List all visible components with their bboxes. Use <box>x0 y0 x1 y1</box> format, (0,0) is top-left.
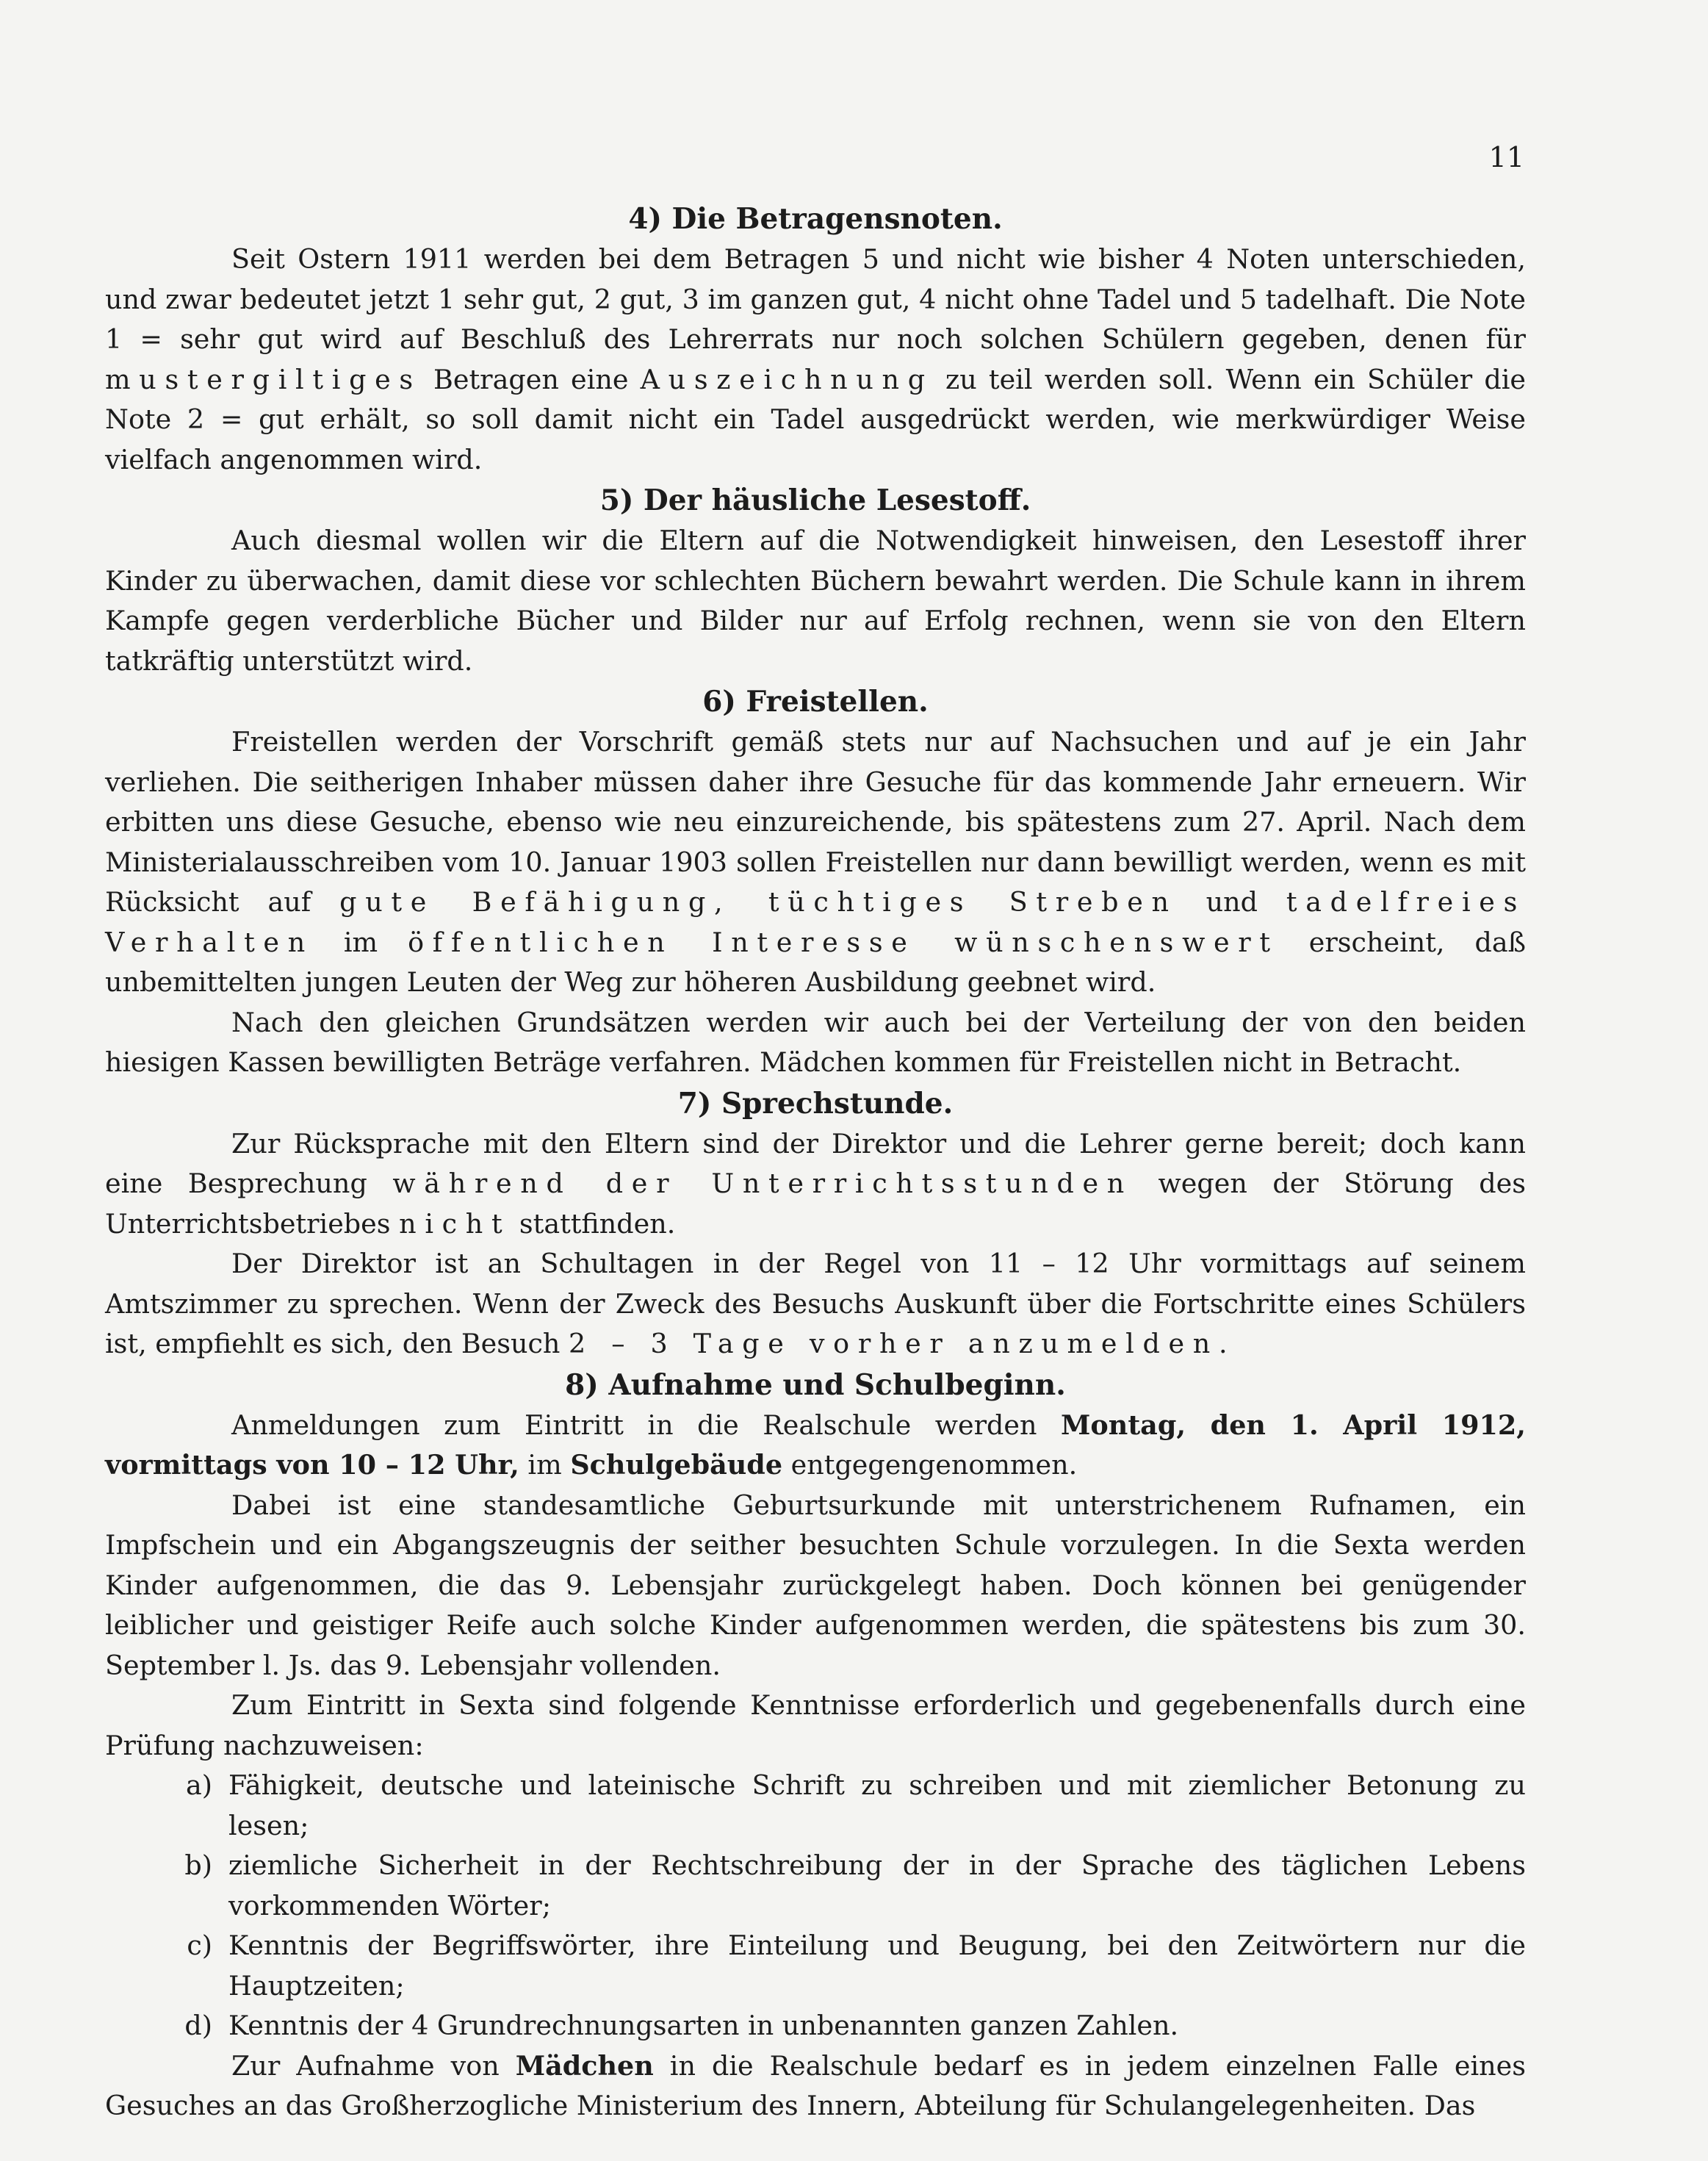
page-number: 11 <box>1488 141 1524 173</box>
text-run: Dabei ist eine standesamtliche Geburtsurkunde mit unterstrichenem Rufnamen, ein Impfschein und ein Abgangszeugnis der seither besuchten Schule vorzulegen. In die Sexta werden Kinder aufgenommen, die das 9. Lebensjahr zurückgelegt haben. Doch können bei genügender leiblicher und geistiger Reife auch solche Kinder aufgenommen werden, die spätestens bis zum 30. September l. Js. das 9. Lebensjahr vollenden. <box>105 1489 1526 1681</box>
text-run: Auch diesmal wollen wir die Eltern auf die Notwendigkeit hinweisen, den Lesestoff ihrer Kinder zu überwachen, damit diese vor schlechten Büchern bewahrt werden. Die Schule kann in ihrem Kampfe gegen verderbliche Bücher und Bilder nur auf Erfolg rechnen, wenn sie von den Eltern tatkräftig unterstützt wird. <box>105 525 1526 677</box>
paragraph <box>105 1686 1526 1766</box>
list-label: c) <box>187 1930 212 1961</box>
list-text: Fähigkeit, deutsche und lateinische Schrift zu schreiben und mit ziemlicher Betonung zu lesen; <box>228 1769 1526 1841</box>
text-run: . <box>1219 1328 1228 1359</box>
text-run: im <box>313 926 408 958</box>
list-text: Kenntnis der 4 Grundrechnungsarten in unbenannten ganzen Zahlen. <box>228 2010 1179 2041</box>
list-item <box>105 1926 1526 2006</box>
list-label: b) <box>184 1849 212 1881</box>
text-run: in die Realschule bedarf es in jedem einzelnen Falle eines Gesuches an das Großherzogliche Ministerium des Innern, Abteilung für Schulangelegenheiten. Das <box>105 2049 1527 2121</box>
paragraph <box>105 1406 1526 1486</box>
text-run: Betragen eine <box>421 363 641 395</box>
section-title: 4) Die Betragensnoten. <box>628 202 1003 236</box>
list-label: a) <box>185 1769 212 1801</box>
paragraph <box>105 1244 1526 1364</box>
document-body <box>105 198 1526 2126</box>
text-run: Zur Rücksprache mit den Eltern sind der Direktor und die Lehrer gerne bereit; doch kann eine Besprechung <box>105 1127 1526 1199</box>
text-run: entgegengenommen. <box>782 1449 1078 1481</box>
text-run: im <box>519 1449 571 1481</box>
bold-emphasis: Schulgebäude <box>570 1449 783 1481</box>
section-8 <box>105 1364 1526 2126</box>
text-run: Zum Eintritt in Sexta sind folgende Kenntnisse erforderlich und gegebenenfalls durch eine Prüfung nachzuweisen: <box>105 1689 1526 1761</box>
paragraph <box>105 1486 1526 1686</box>
list-label: d) <box>184 2010 212 2041</box>
text-run: Zur Aufnahme von <box>231 2049 516 2082</box>
section-7 <box>105 1083 1526 1364</box>
text-run: Seit Ostern 1911 werden bei dem Betragen 5 und nicht wie bisher 4 Noten unterschieden, und zwar bedeutet jetzt 1 sehr gut, 2 gut, 3 im ganzen gut, 4 nicht ohne Tadel und 5 tadelhaft. Die Note 1 = sehr gut wird auf Beschluß des Lehrerrats nur noch solchen Schülern gegeben, denen für <box>105 243 1526 355</box>
list-text: ziemliche Sicherheit in der Rechtschreibung der in der Sprache des täglichen Lebens vorkommenden Wörter; <box>228 1849 1526 1921</box>
spaced-emphasis: tadelfreies Verhalten <box>105 886 1526 958</box>
paragraph <box>105 2046 1526 2126</box>
text-run: stattfinden. <box>511 1207 676 1240</box>
spaced-emphasis: mustergiltiges <box>105 363 422 395</box>
text-run: erscheint, daß unbemittelten jungen Leuten der Weg zur höheren Ausbildung geebnet wird. <box>105 926 1526 998</box>
section-title: 6) Freistellen. <box>702 685 929 719</box>
text-run: Freistellen werden der Vorschrift gemäß stets nur auf Nachsuchen und auf je ein Jahr verliehen. Die seitherigen Inhaber müssen daher ihre Gesuche für das kommende Jahr erneuern. Wir erbitten uns diese Gesuche, ebenso wie neu einzureichende, bis spätestens zum 27. April. Nach dem Ministerialausschreiben vom 10. Januar 1903 sollen Freistellen nur dann bewilligt werden, wenn es mit Rücksicht auf <box>105 726 1526 918</box>
paragraph <box>105 1124 1526 1245</box>
section-4 <box>105 198 1526 480</box>
text-run: Nach den gleichen Grundsätzen werden wir auch bei der Verteilung der von den beiden hiesigen Kassen bewilligten Beträge verfahren. Mädchen kommen für Freistellen nicht in Betracht. <box>105 1006 1526 1078</box>
spaced-emphasis: während der Unterrichtsstunden <box>392 1168 1133 1199</box>
section-title: 5) Der häusliche Lesestoff. <box>599 483 1031 517</box>
bold-emphasis: Mädchen <box>515 2049 654 2082</box>
spaced-emphasis: öffentlichen Interesse wünschenswert <box>408 926 1279 958</box>
paragraph <box>105 722 1526 1003</box>
list-item <box>105 1766 1526 1846</box>
text-run: zu teil werden soll. Wenn ein Schüler die Note 2 = gut erhält, so soll damit nicht ein Tadel ausgedrückt werden, wie merkwürdiger Weise vielfach angenommen wird. <box>105 363 1526 475</box>
section-title: 8) Aufnahme und Schulbeginn. <box>565 1367 1066 1402</box>
paragraph <box>105 521 1526 681</box>
list-item <box>105 2006 1526 2046</box>
paragraph <box>105 1003 1526 1083</box>
section-title: 7) Sprechstunde. <box>677 1086 954 1121</box>
list-item <box>105 1846 1526 1926</box>
list-text: Kenntnis der Begriffswörter, ihre Einteilung und Beugung, bei den Zeitwörtern nur die Hauptzeiten; <box>228 1930 1526 2002</box>
text-run: Anmeldungen zum Eintritt in die Realschule werden <box>231 1409 1062 1441</box>
section-6 <box>105 681 1526 1083</box>
requirements-list <box>105 1766 1526 2046</box>
spaced-emphasis: Auszeichnung <box>640 363 934 395</box>
paragraph <box>105 240 1526 480</box>
spaced-emphasis: gute Befähigung, tüchtiges Streben <box>339 886 1178 918</box>
text-run: Der Direktor ist an Schultagen in der Regel von 11 – 12 Uhr vormittags auf seinem Amtszimmer zu sprechen. Wenn der Zweck des Besuchs Auskunft über die Fortschritte eines Schülers ist, empfiehlt es sich, den Besuch <box>105 1248 1526 1359</box>
text-run: und <box>1177 886 1286 918</box>
bold-emphasis: Montag, den 1. April 1912, vormittags von 10 – 12 Uhr, <box>105 1409 1526 1481</box>
spaced-emphasis: 2 – 3 Tage vorher anzumelden <box>569 1328 1219 1359</box>
text-run: wegen der Störung des Unterrichtsbetriebes <box>105 1168 1526 1240</box>
section-5 <box>105 480 1526 681</box>
spaced-emphasis: nicht <box>399 1207 511 1240</box>
